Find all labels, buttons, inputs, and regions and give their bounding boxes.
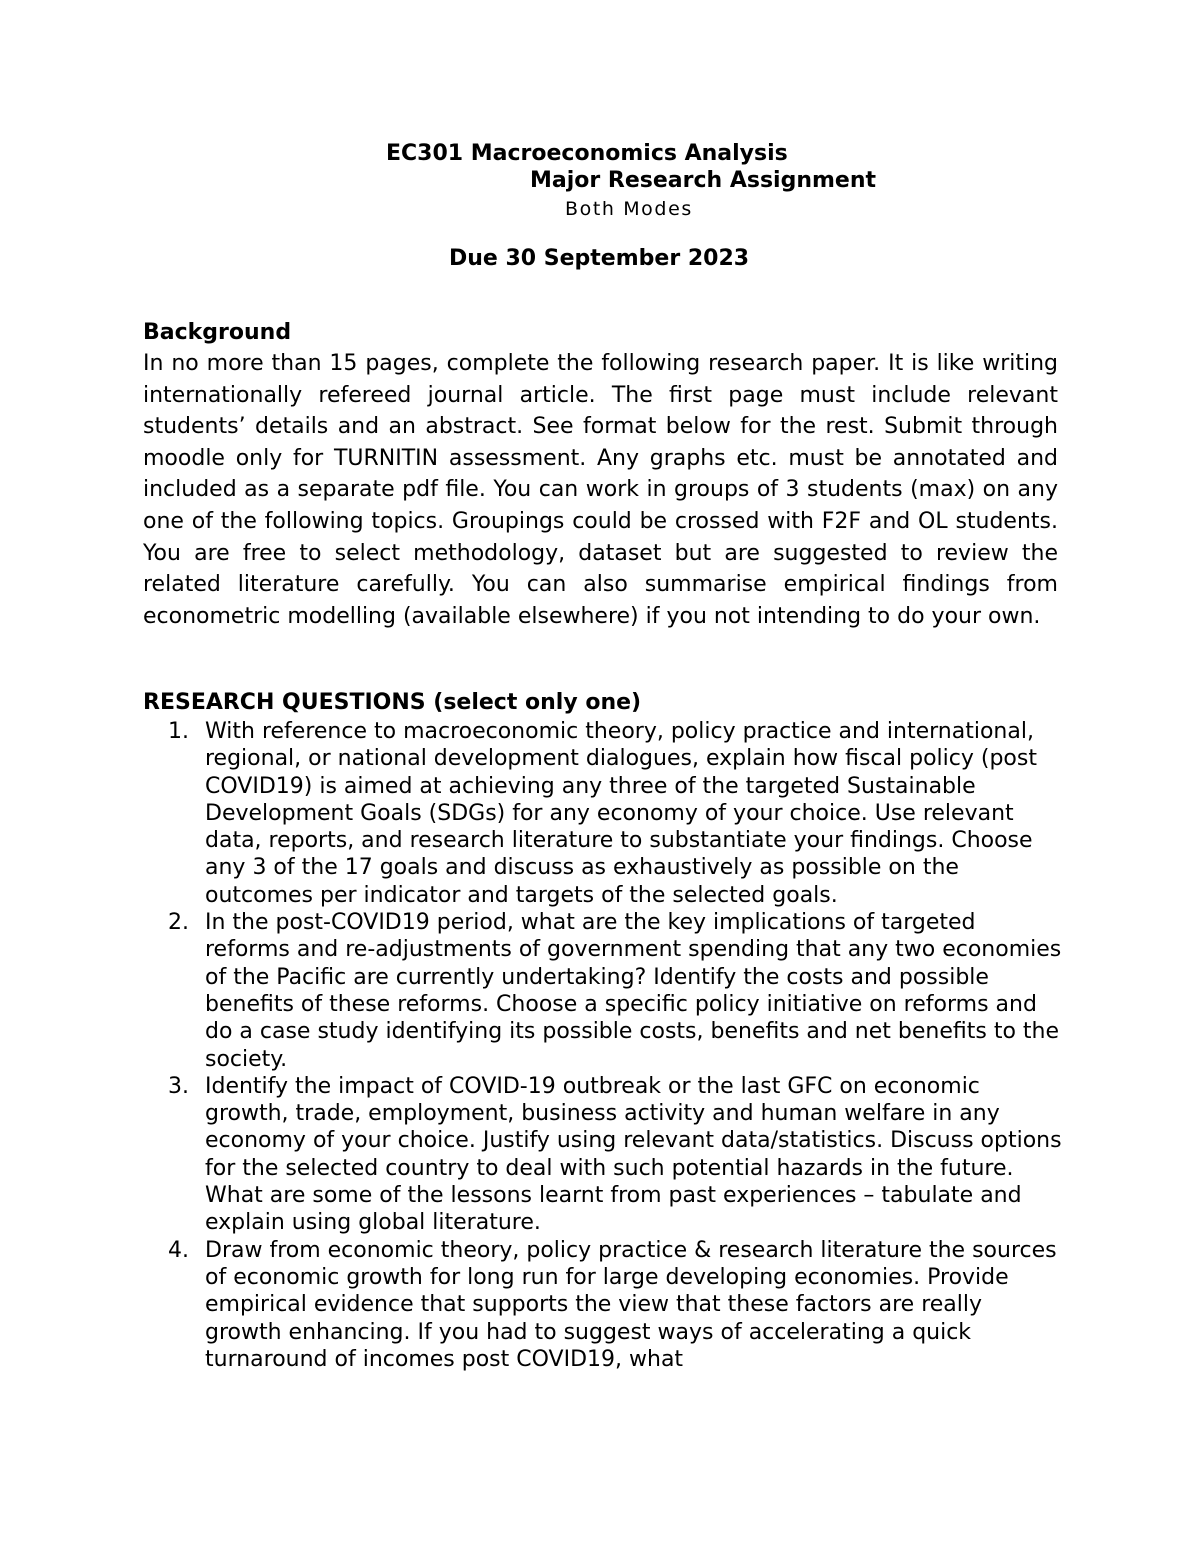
item-number: 4. [168, 1237, 189, 1263]
course-title: EC301 Macroeconomics Analysis [386, 141, 788, 166]
background-paragraph: In no more than 15 pages, complete the following research paper. It is like writing internationally refereed journal article. The first page must include relevant students’ details and an abstract. See format below for the rest. Submit through moodle only for TURNITIN assessment. Any graphs etc. must be annotated and included as a separate pdf file. You can work in groups of 3 students (max) on any one of the following topics. Groupings could be crossed with F2F and OL students. You are free to select methodology, dataset but are suggested to review the related literature carefully. You can also summarise empirical findings from econometric modelling (available elsewhere) if you not intending to do your own. [143, 351, 1058, 629]
assignment-title: Major Research Assignment [530, 168, 877, 193]
research-questions-heading: RESEARCH QUESTIONS (select only one) [143, 690, 642, 715]
research-question-item [143, 909, 1065, 1073]
research-question-item [143, 718, 1065, 909]
item-number: 1. [168, 719, 189, 744]
modes-subtitle: Both Modes [565, 198, 693, 220]
due-date: Due 30 September 2023 [449, 246, 750, 271]
item-text: Identify the impact of COVID-19 outbreak or the last GFC on economic growth, trade, employment, business activity and human welfare in any economy of your choice. Justify using relevant data/statistics. Discuss options for the selected country to deal with such potential hazards in the future. What are some of the lessons learnt from past experiences – tabulate and explain using global literature. [205, 1073, 1062, 1236]
background-section [143, 318, 1058, 632]
item-number: 3. [168, 1073, 189, 1099]
research-question-item [143, 1073, 1065, 1237]
research-question-item [143, 1237, 1065, 1373]
research-questions-section [143, 688, 1063, 1373]
item-number: 2. [168, 910, 189, 936]
background-heading: Background [143, 320, 292, 345]
item-text: In the post-COVID19 period, what are the key implications of targeted reforms and re-adjustments of government spending that any two economies of the Pacific are currently undertaking? Identify the costs and possible benefits of these reforms. Choose a specific policy initiative on reforms and do a case study identifying its possible costs, benefits and net benefits to the society. [205, 910, 1062, 1072]
item-text: With reference to macroeconomic theory, policy practice and international, regional, or national development dialogues, explain how fiscal policy (post COVID19) is aimed at achieving any three of the targeted Sustainable Development Goals (SDGs) for any economy of your choice. Use relevant data, reports, and research literature to substantiate your findings. Choose any 3 of the 17 goals and discuss as exhaustively as possible on the outcomes per indicator and targets of the selected goals. [205, 719, 1037, 908]
research-questions-list [143, 718, 1063, 1373]
item-text: Draw from economic theory, policy practice & research literature the sources of economic growth for long run for large developing economies. Provide empirical evidence that supports the view that these factors are really growth enhancing. If you had to suggest ways of accelerating a quick turnaround of incomes post COVID19, what [205, 1237, 1057, 1372]
